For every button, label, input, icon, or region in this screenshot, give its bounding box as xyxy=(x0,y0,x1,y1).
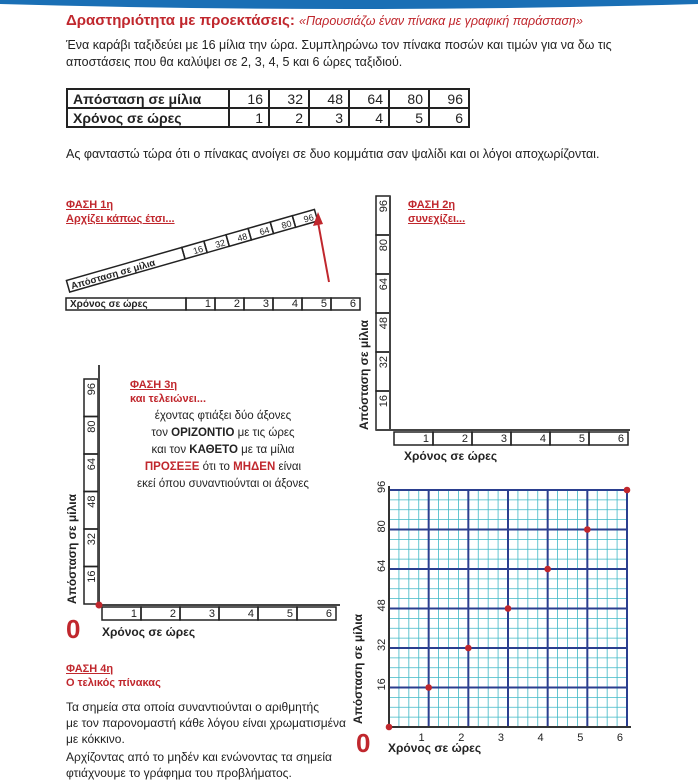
hour-tick-label: 1 xyxy=(130,608,137,620)
hour-tick-label: 5 xyxy=(578,433,585,445)
y-tick-label: 16 xyxy=(376,678,388,691)
phase1-title: ΦΑΣΗ 1η xyxy=(66,199,114,211)
mile-tick-label: 64 xyxy=(378,278,390,291)
mile-tick-label: 80 xyxy=(86,420,98,433)
phase1-figure xyxy=(66,209,360,310)
phase4-zero-label: 0 xyxy=(356,728,371,758)
scissors-text: Ας φανταστώ τώρα ότι ο πίνακας ανοίγει σε δυο κομμάτια σαν ψαλίδι και οι λόγοι αποχωρίζονται. xyxy=(66,147,600,161)
hour-tick-label: 3 xyxy=(500,433,507,445)
phase2-miles-strip xyxy=(376,196,390,430)
hour-tick-label: 5 xyxy=(320,298,327,310)
data-point xyxy=(386,724,393,731)
table-cell: 2 xyxy=(269,108,309,127)
hour-tick-label: 6 xyxy=(325,608,332,620)
data-point xyxy=(544,566,551,573)
phase3-line: και τον ΚΑΘΕΤΟ με τα μίλια xyxy=(151,444,295,456)
table-cell: 16 xyxy=(229,89,269,108)
phase2-x-label: Χρόνος σε ώρες xyxy=(404,449,498,463)
hour-tick-label: 2 xyxy=(461,433,468,445)
phase4-y-label: Απόσταση σε μίλια xyxy=(351,614,365,724)
mile-tick-label: 32 xyxy=(378,356,390,369)
data-point xyxy=(425,684,432,691)
phase2-subtitle: συνεχίζει... xyxy=(408,213,466,225)
mile-tick-label: 64 xyxy=(86,458,98,471)
data-point xyxy=(505,605,512,612)
y-tick-label: 96 xyxy=(376,480,388,493)
table-cell: 80 xyxy=(389,89,429,108)
phase4-chart xyxy=(351,481,631,758)
activity-title-bold: Δραστηριότητα με προεκτάσεις: xyxy=(66,12,295,29)
phase4-x-label: Χρόνος σε ώρες xyxy=(388,741,482,755)
phase4-subtitle: Ο τελικός πίνακας xyxy=(66,677,161,689)
mile-tick-label: 16 xyxy=(378,395,390,408)
phase2-y-label: Απόσταση σε μίλια xyxy=(357,320,371,430)
phase3-origin-dot xyxy=(96,602,103,609)
table-cell: 1 xyxy=(229,108,269,127)
phase3-miles-strip xyxy=(84,379,98,604)
x-tick-label: 4 xyxy=(537,732,544,744)
phase1-subtitle: Αρχίζει κάπως έτσι... xyxy=(66,213,175,225)
phase2-figure xyxy=(357,196,630,463)
strip-label: Απόσταση σε μίλια xyxy=(69,257,157,293)
mile-tick-label: 32 xyxy=(214,237,227,250)
hour-tick-label: 3 xyxy=(262,298,269,310)
table-cell: 96 xyxy=(429,89,469,108)
phase3-line: ΠΡΟΣΕΞΕ ότι το ΜΗΔΕΝ είναι xyxy=(144,461,302,473)
hour-tick-label: 1 xyxy=(422,433,429,445)
row-label-distance: Απόσταση σε μίλια xyxy=(67,89,229,108)
mile-tick-label: 96 xyxy=(378,200,390,213)
mile-tick-label: 64 xyxy=(258,224,271,238)
mile-tick-label: 16 xyxy=(191,243,205,257)
row-label-time: Χρόνος σε ώρες xyxy=(67,108,229,127)
phase3-line: εκεί όπου συναντιούνται οι άξονες xyxy=(137,478,309,490)
x-tick-label: 2 xyxy=(458,732,465,744)
phase1-arrowhead xyxy=(313,212,323,226)
mile-tick-label: 80 xyxy=(280,218,293,231)
phase3-y-label: Απόσταση σε μίλια xyxy=(65,494,79,604)
hour-tick-label: 6 xyxy=(349,298,356,310)
table-cell: 6 xyxy=(429,108,469,127)
phase1-time-strip xyxy=(66,298,360,310)
strip-label: Χρόνος σε ώρες xyxy=(70,299,148,310)
y-tick-label: 32 xyxy=(376,638,388,651)
x-tick-label: 3 xyxy=(497,732,504,744)
phase3-zero-label: 0 xyxy=(66,614,81,644)
table-cell: 32 xyxy=(269,89,309,108)
mile-tick-label: 32 xyxy=(86,533,98,546)
table-cell: 5 xyxy=(389,108,429,127)
data-point xyxy=(465,645,472,652)
hour-tick-label: 4 xyxy=(291,298,298,310)
hour-tick-label: 6 xyxy=(617,433,624,445)
x-tick-label: 1 xyxy=(418,732,425,744)
y-tick-label: 64 xyxy=(376,559,388,572)
hour-tick-label: 5 xyxy=(286,608,293,620)
phase2-hours-strip xyxy=(394,432,628,445)
table-cell: 48 xyxy=(309,89,349,108)
phase3-line: έχοντας φτιάξει δύο άξονες xyxy=(154,410,292,422)
mile-tick-label: 48 xyxy=(378,317,390,330)
table-cell: 64 xyxy=(349,89,389,108)
table-cell: 4 xyxy=(349,108,389,127)
y-tick-label: 48 xyxy=(376,599,388,612)
data-point xyxy=(584,526,591,533)
phase3-line: τον ΟΡΙΖΟΝΤΙΟ με τις ώρες xyxy=(151,427,295,439)
hour-tick-label: 4 xyxy=(539,433,546,445)
table-cell: 3 xyxy=(309,108,349,127)
phase1-arrow xyxy=(318,222,329,282)
phase3-title: ΦΑΣΗ 3η xyxy=(130,379,178,391)
mile-tick-label: 80 xyxy=(378,239,390,252)
x-tick-label: 5 xyxy=(577,732,584,744)
mile-tick-label: 48 xyxy=(236,231,249,244)
mile-tick-label: 16 xyxy=(86,570,98,583)
hour-tick-label: 1 xyxy=(204,298,211,310)
mile-tick-label: 96 xyxy=(302,212,315,225)
x-tick-label: 6 xyxy=(616,732,623,744)
phase4-title: ΦΑΣΗ 4η xyxy=(66,663,114,675)
mile-tick-label: 96 xyxy=(86,383,98,396)
phase2-title: ΦΑΣΗ 2η xyxy=(408,199,456,211)
phase3-figure xyxy=(65,365,340,644)
activity-title-italic: «Παρουσιάζω έναν πίνακα με γραφική παράσταση» xyxy=(299,14,583,28)
phase3-x-label: Χρόνος σε ώρες xyxy=(102,625,196,639)
data-point xyxy=(624,487,631,494)
mile-tick-label: 48 xyxy=(86,495,98,508)
phase4-paragraph-1: Τα σημεία στα οποία συναντιούνται ο αριθμητής με τον παρονομαστή κάθε λόγου είναι χρωματισμένα με κόκκινο. xyxy=(66,700,346,746)
intro-line-1: Ένα καράβι ταξιδεύει με 16 μίλια την ώρα. Συμπληρώνω τον πίνακα ποσών και τιμών για να δω τις xyxy=(66,38,612,52)
phase3-subtitle: και τελειώνει... xyxy=(130,393,207,405)
hour-tick-label: 2 xyxy=(233,298,240,310)
y-tick-label: 80 xyxy=(376,520,388,533)
phase1-distance-strip xyxy=(66,209,318,293)
hour-tick-label: 2 xyxy=(169,608,176,620)
phase4-paragraph-2: Αρχίζοντας από το μηδέν και ενώνοντας τα σημεία φτιάχνουμε το γράφημα του προβλήματος. xyxy=(66,750,332,780)
intro-line-2: αποστάσεις που θα καλύψει σε 2, 3, 4, 5 και 6 ώρες ταξιδιού. xyxy=(66,55,403,69)
hour-tick-label: 3 xyxy=(208,608,215,620)
phase3-hours-strip xyxy=(102,607,336,620)
hour-tick-label: 4 xyxy=(247,608,254,620)
